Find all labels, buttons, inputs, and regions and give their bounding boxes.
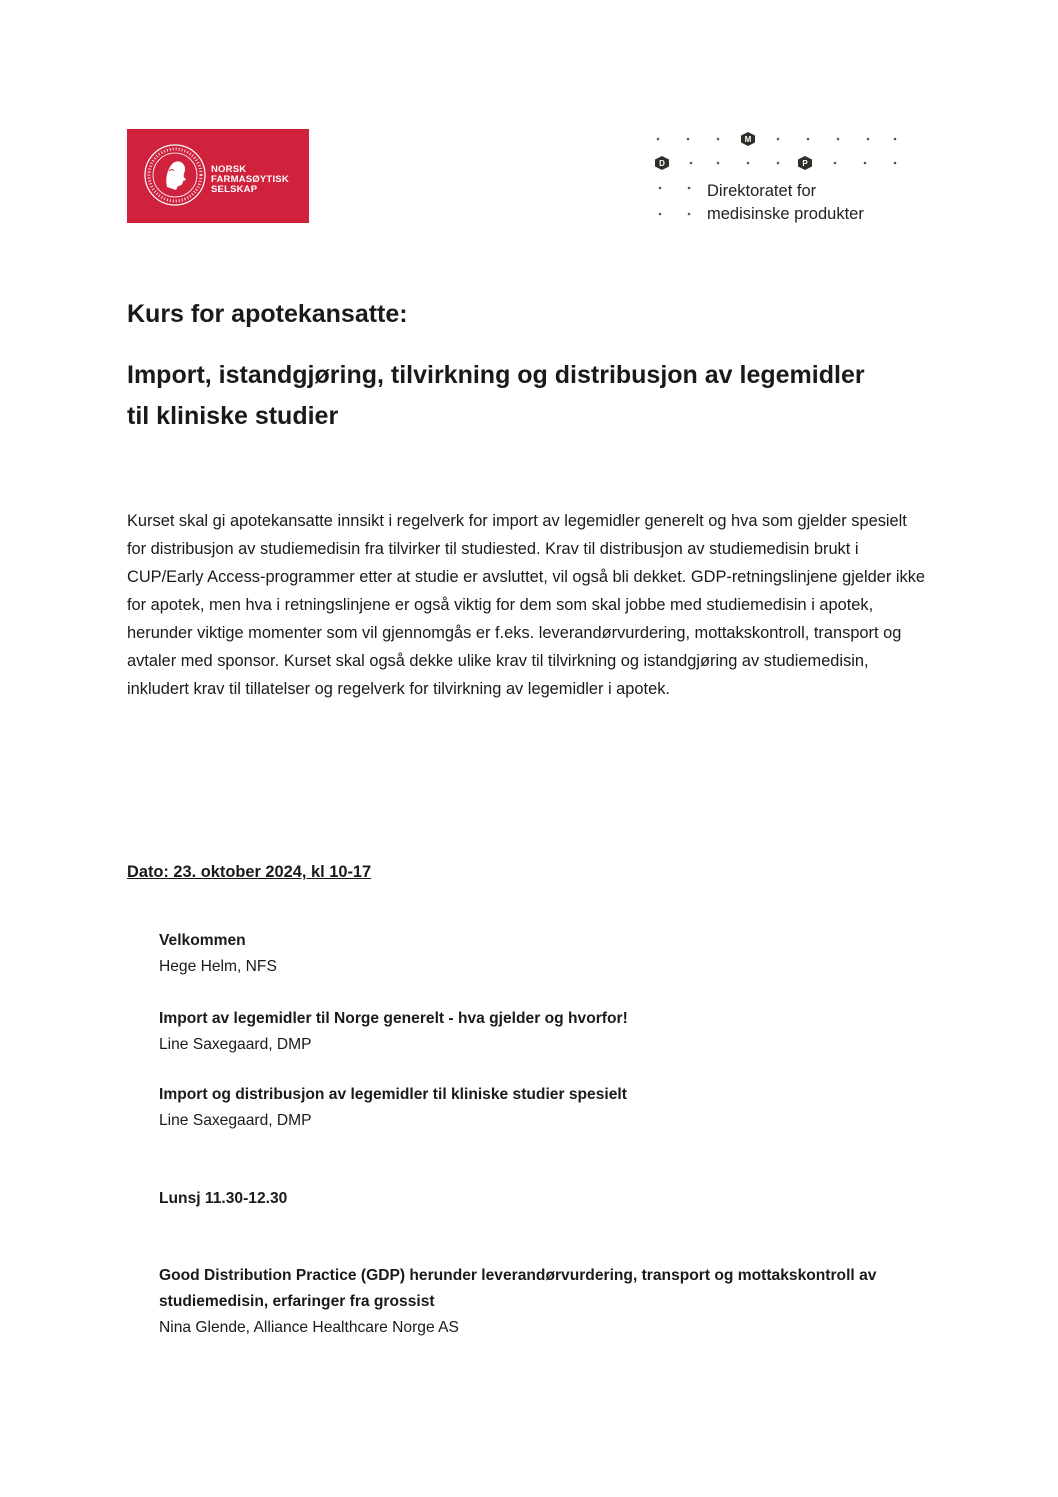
- dmp-letter-p: P: [802, 159, 808, 168]
- nfs-wordmark-line: SELSKAP: [211, 184, 258, 195]
- nfs-wordmark-line: FARMASØYTISK: [211, 174, 289, 185]
- program-item-speaker: Hege Helm, NFS: [159, 958, 277, 975]
- dmp-letter-d: D: [659, 159, 665, 168]
- program-item-title: Good Distribution Practice (GDP) herunder leverandørvurdering, transport og mottakskontroll av studiemedisin, erfaringer fra grossist: [159, 1267, 877, 1310]
- program-item-lunch: [159, 1186, 939, 1212]
- course-date: Dato: 23. oktober 2024, kl 10-17: [127, 863, 372, 881]
- intro-paragraph: Kurset skal gi apotekansatte innsikt i regelverk for import av legemidler generelt og hva som gjelder spesielt for distribusjon av studiemedisin fra tilvirker til studiested. Krav til distribusjon av studiemedisin brukt i CUP/Early Access-programmer etter at studie er avsluttet, vil også bli dekket. GDP-retningslinjene gjelder ikke for apotek, men hva i retningslinjene er også viktig for dem som skal jobbe med studiemedisin i apotek, herunder viktige momenter som vil gjennomgås er f.eks. leverandørvurdering, mottakskontroll, transport og avtaler med sponsor. Kurset skal også dekke ulike krav til tilvirkning og istandgjøring av studiemedisin, inkludert krav til tillatelser og regelverk for tilvirkning av legemidler i apotek.: [127, 512, 926, 698]
- dmp-name: [707, 180, 864, 226]
- program-item: [159, 928, 939, 980]
- dmp-name-line: medisinske produkter: [707, 205, 864, 223]
- dmp-name-line: Direktoratet for: [707, 182, 817, 200]
- page-subtitle: Import, istandgjøring, tilvirkning og distribusjon av legemidler til kliniske studier: [127, 361, 865, 430]
- dmp-logo: [648, 129, 908, 229]
- nfs-logo: [127, 129, 309, 223]
- program-item: [159, 1082, 939, 1134]
- page-title: Kurs for apotekansatte:: [127, 300, 408, 328]
- program-item: [159, 1006, 939, 1058]
- nfs-seal-icon: [143, 143, 207, 207]
- nfs-wordmark-line: NORSK: [211, 164, 247, 175]
- program-item: [159, 1263, 939, 1341]
- nfs-wordmark: [211, 165, 289, 195]
- program-item-title: Lunsj 11.30-12.30: [159, 1190, 288, 1207]
- program-item-speaker: Line Saxegaard, DMP: [159, 1112, 312, 1129]
- program-item-speaker: Line Saxegaard, DMP: [159, 1036, 312, 1053]
- program-item-title: Import og distribusjon av legemidler til kliniske studier spesielt: [159, 1086, 627, 1103]
- program-item-title: Import av legemidler til Norge generelt - hva gjelder og hvorfor!: [159, 1010, 628, 1027]
- dmp-letter-m: M: [744, 135, 752, 144]
- program-item-speaker: Nina Glende, Alliance Healthcare Norge AS: [159, 1319, 459, 1336]
- program-item-title: Velkommen: [159, 932, 246, 949]
